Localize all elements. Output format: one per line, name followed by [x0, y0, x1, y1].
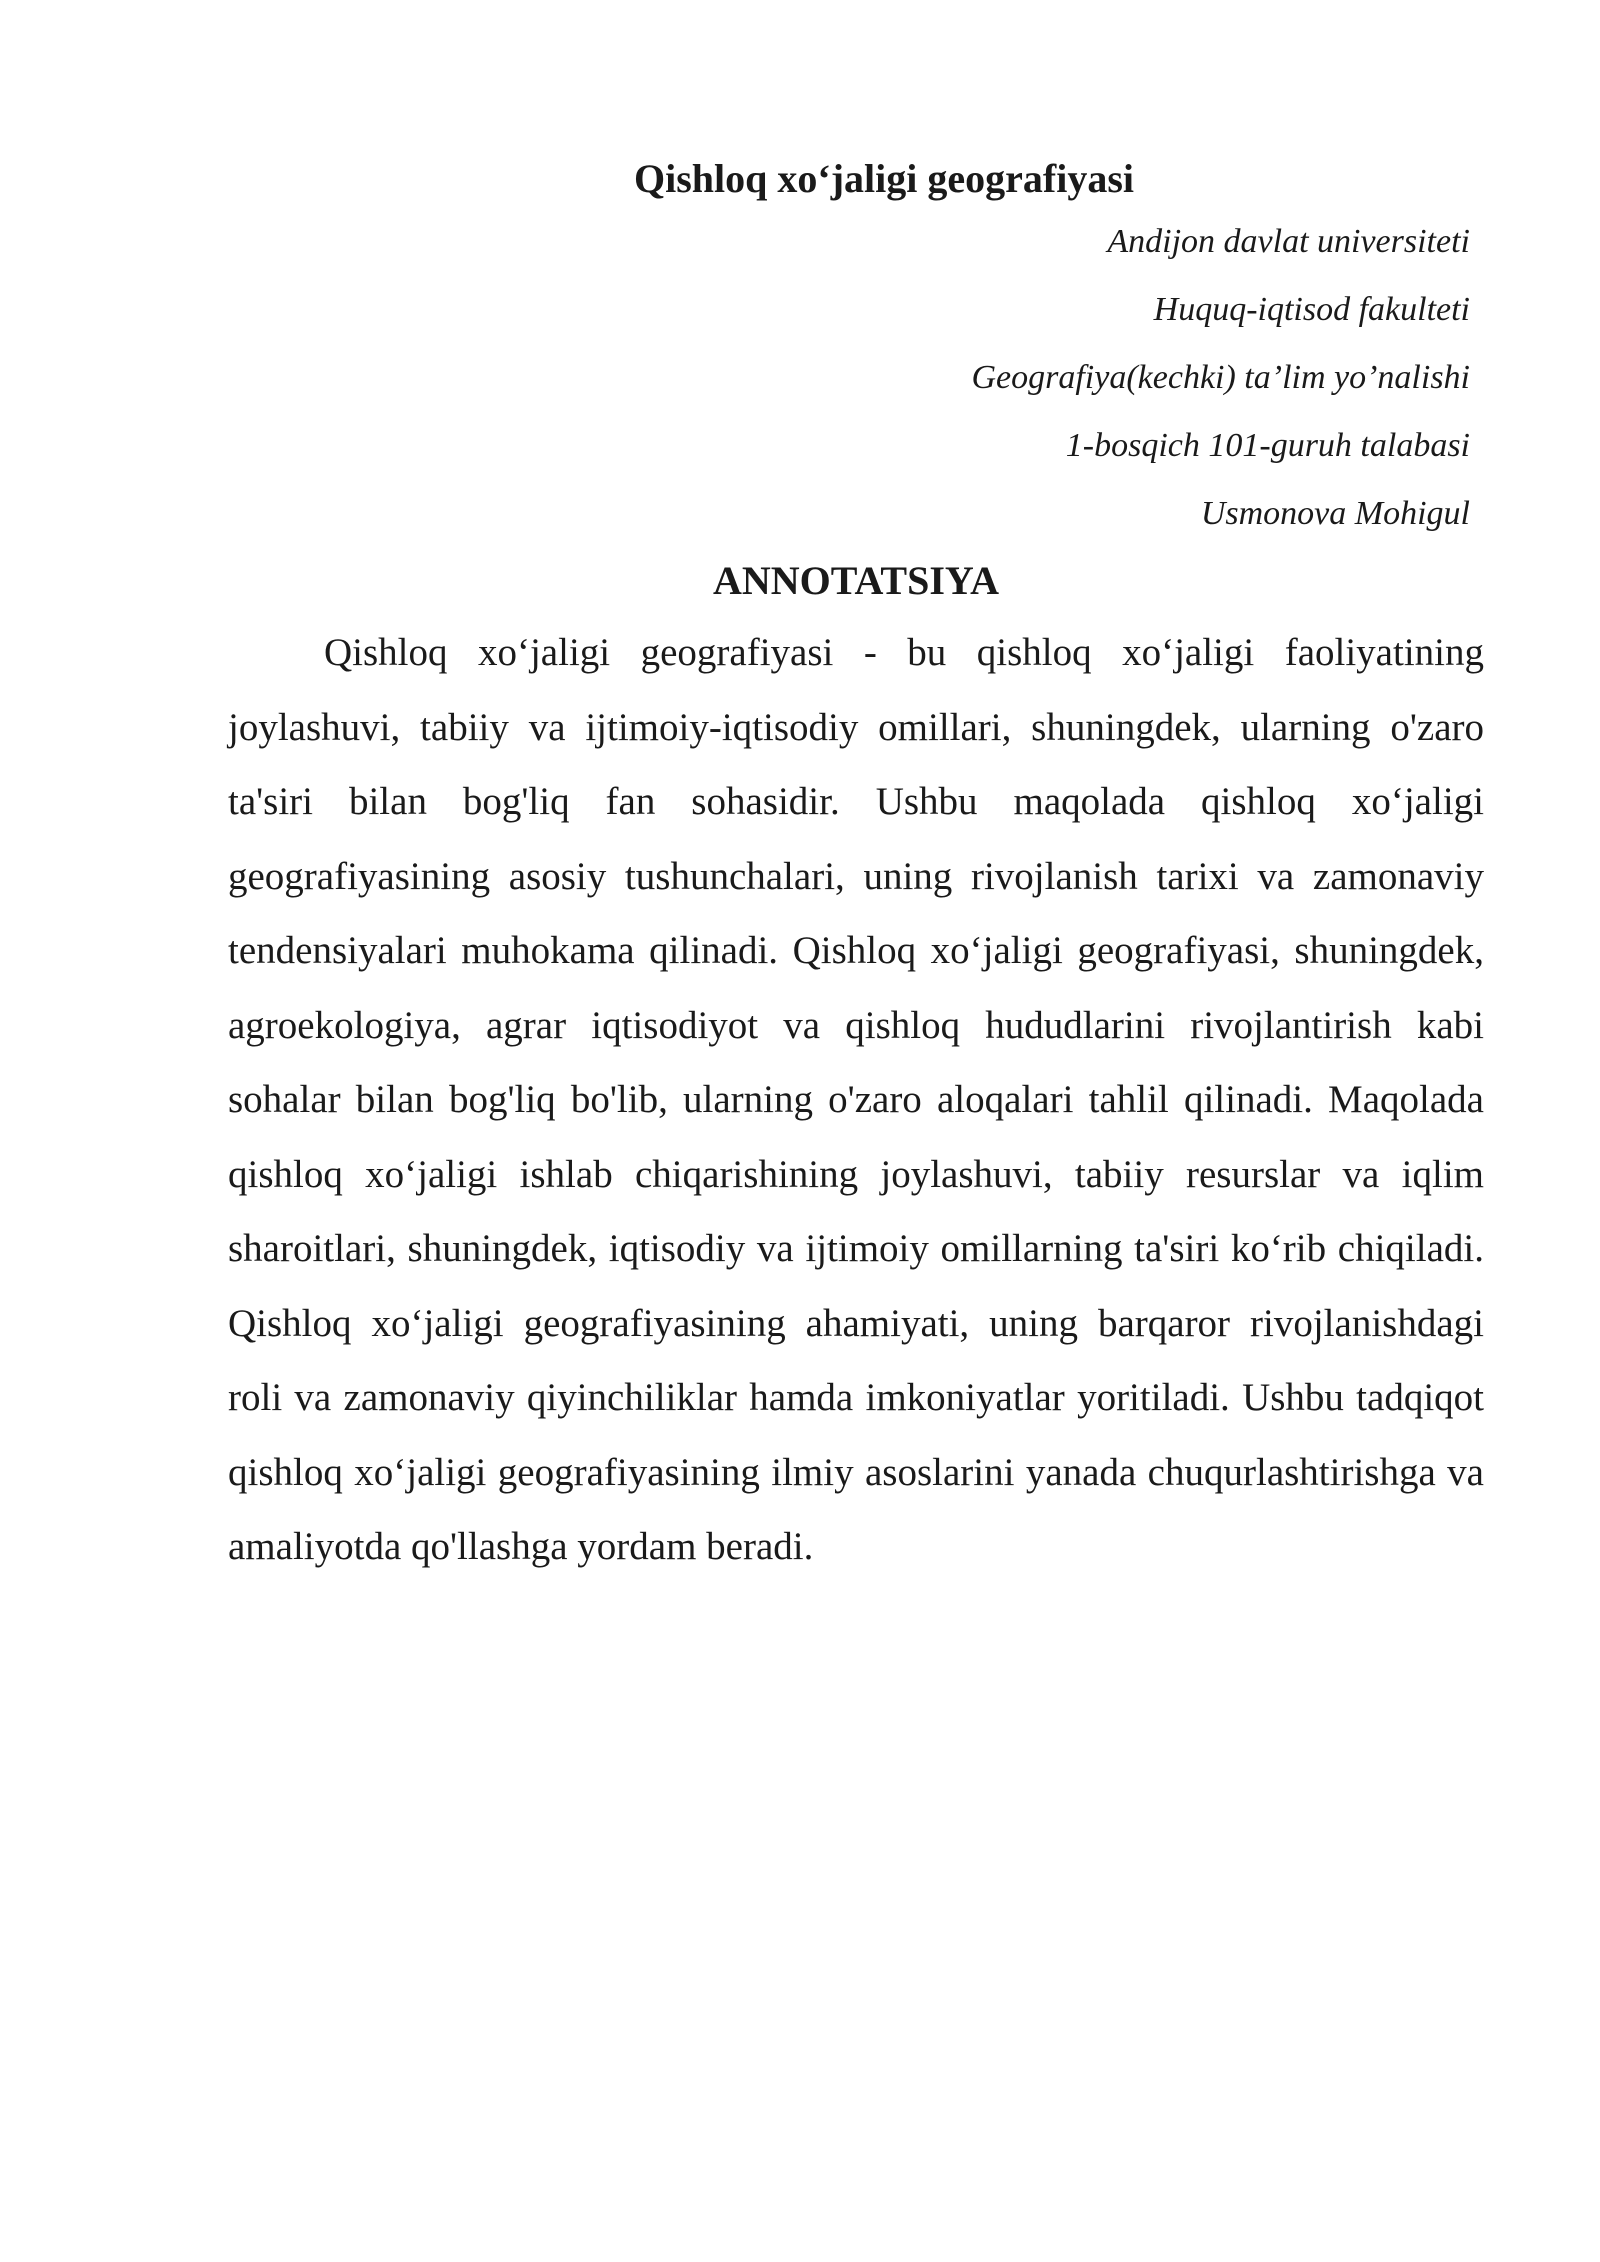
author-university: Andijon davlat universiteti: [1107, 223, 1470, 260]
section-heading: ANNOTATSIYA: [713, 558, 999, 603]
document-page: [228, 150, 1484, 1585]
document-title: Qishloq xo‘jaligi geografiyasi: [634, 156, 1134, 201]
author-faculty: Huquq-iqtisod fakulteti: [1153, 291, 1470, 328]
author-name: Usmonova Mohigul: [1200, 495, 1470, 532]
abstract-paragraph: Qishloq xo‘jaligi geografiyasi - bu qishloq xo‘jaligi faoliyatining joylashuvi, tabiiy va ijtimoiy-iqtisodiy omillari, shuningdek, ularning o'zaro ta'siri bilan bog'liq fan sohasidir. Ushbu maqolada qishloq xo‘jaligi geografiyasining asosiy tushunchalari, uning rivojlanish tarixi va zamonaviy tendensiyalari muhokama qilinadi. Qishloq xo‘jaligi geografiyasi, shuningdek, agroekologiya, agrar iqtisodiyot va qishloq hududlarini rivojlantirish kabi sohalar bilan bog'liq bo'lib, ularning o'zaro aloqalari tahlil qilinadi. Maqolada qishloq xo‘jaligi ishlab chiqarishining joylashuvi, tabiiy resurslar va iqlim sharoitlari, shuningdek, iqtisodiy va ijtimoiy omillarning ta'siri ko‘rib chiqiladi. Qishloq xo‘jaligi geografiyasining ahamiyati, uning barqaror rivojlanishdagi roli va zamonaviy qiyinchiliklar hamda imkoniyatlar yoritiladi. Ushbu tadqiqot qishloq xo‘jaligi geografiyasining ilmiy asoslarini yanada chuqurlashtirishga va amaliyotda qo'llashga yordam beradi.: [228, 631, 1484, 1568]
author-info: [228, 208, 1484, 548]
author-group: 1-bosqich 101-guruh talabasi: [1065, 427, 1470, 464]
author-program: Geografiya(kechki) ta’lim yo’nalishi: [971, 359, 1470, 396]
